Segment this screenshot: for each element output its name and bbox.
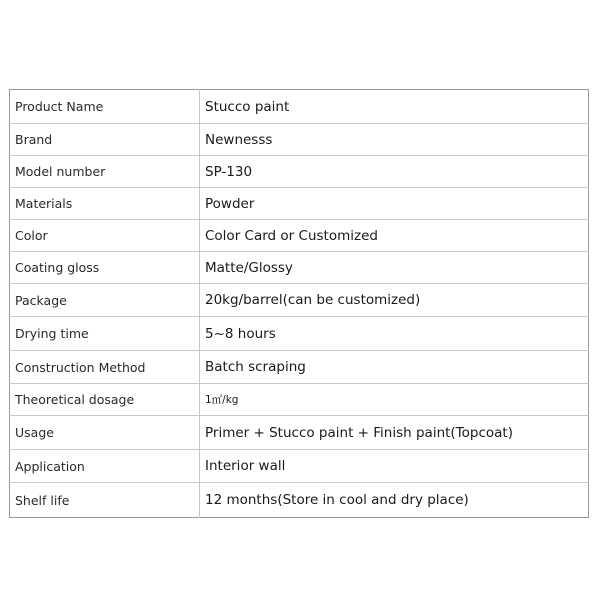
spec-label: Application — [10, 450, 200, 483]
spec-row-brand — [10, 124, 589, 156]
spec-row-product-name — [10, 90, 589, 124]
spec-value: Batch scraping — [200, 351, 589, 384]
spec-value: Primer + Stucco paint + Finish paint(Topcoat) — [200, 416, 589, 450]
product-spec-table — [9, 89, 589, 518]
spec-value: Matte/Glossy — [200, 252, 589, 284]
spec-row-theoretical-dosage — [10, 384, 589, 416]
spec-row-materials — [10, 188, 589, 220]
spec-label: Drying time — [10, 317, 200, 351]
spec-row-model-number — [10, 156, 589, 188]
spec-label: Usage — [10, 416, 200, 450]
spec-row-drying-time — [10, 317, 589, 351]
spec-value: 20kg/barrel(can be customized) — [200, 284, 589, 317]
spec-row-shelf-life — [10, 483, 589, 518]
spec-value: Stucco paint — [205, 98, 290, 115]
spec-label: Model number — [10, 156, 200, 188]
spec-row-package — [10, 284, 589, 317]
spec-row-construction-method — [10, 351, 589, 384]
spec-row-coating-gloss — [10, 252, 589, 284]
spec-label: Product Name — [10, 90, 200, 124]
spec-value: 5~8 hours — [200, 317, 589, 351]
spec-label: Shelf life — [10, 483, 200, 518]
spec-label: Materials — [10, 188, 200, 220]
spec-row-color — [10, 220, 589, 252]
spec-value: 12 months(Store in cool and dry place) — [200, 483, 589, 518]
spec-value: Powder — [200, 188, 589, 220]
spec-value: Newnesss — [200, 124, 589, 156]
spec-label: Construction Method — [10, 351, 200, 384]
spec-value: Interior wall — [200, 450, 589, 483]
spec-label: Color — [10, 220, 200, 252]
spec-row-application — [10, 450, 589, 483]
spec-row-usage — [10, 416, 589, 450]
spec-label: Theoretical dosage — [10, 384, 200, 416]
spec-label: Brand — [10, 124, 200, 156]
spec-value: 1㎡/kg — [200, 384, 589, 416]
spec-value: Color Card or Customized — [200, 220, 589, 252]
spec-value: SP-130 — [200, 156, 589, 188]
spec-label: Coating gloss — [10, 252, 200, 284]
spec-label: Package — [10, 284, 200, 317]
